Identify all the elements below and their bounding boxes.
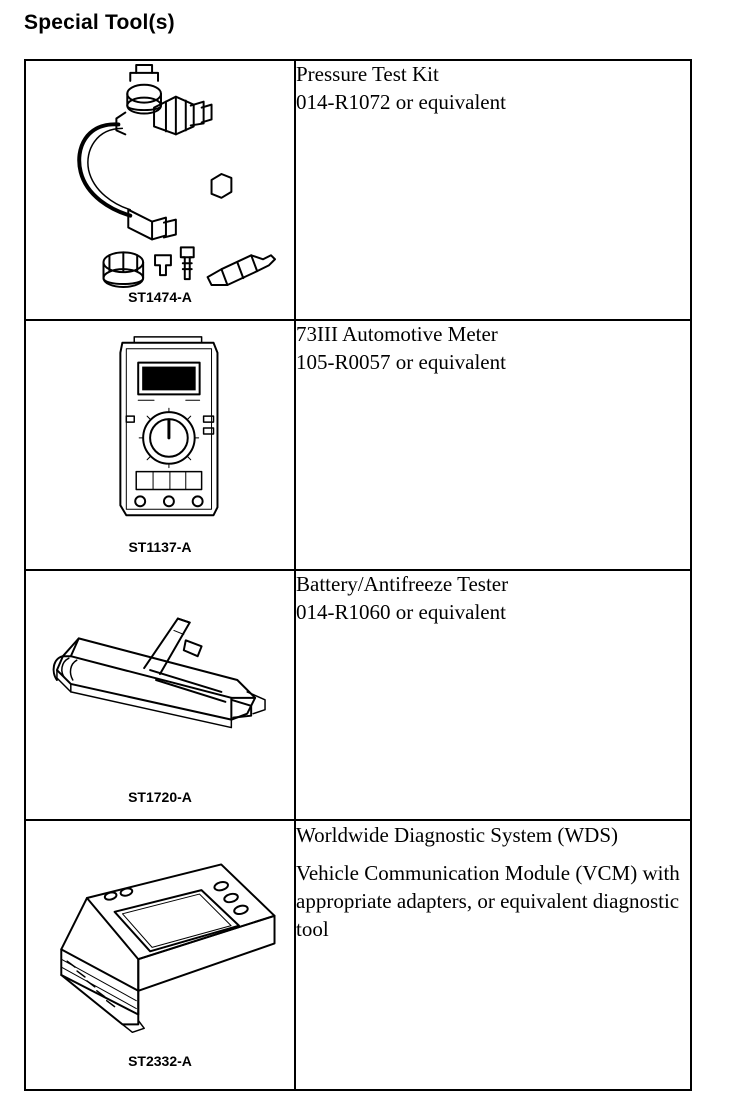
tool-description-line: Battery/Antifreeze Tester [296, 572, 509, 596]
battery-antifreeze-tester-illustration [26, 571, 294, 819]
tool-description-paragraph: Vehicle Communication Module (VCM) with appropriate adapters, or equivalent diagnostic tool [296, 861, 680, 942]
tool-description-line: 014-R1072 or equivalent [296, 89, 506, 114]
table-row [25, 570, 691, 820]
tool-image-cell [25, 820, 295, 1090]
tool-image-cell [25, 570, 295, 820]
tool-caption: ST1720-A [128, 789, 192, 805]
tool-description-cell [295, 60, 691, 320]
tool-description-line: 73III Automotive Meter [296, 322, 498, 346]
worldwide-diagnostic-system-illustration [26, 821, 294, 1089]
table-row [25, 60, 691, 320]
tool-description-line: 014-R1060 or equivalent [296, 599, 506, 624]
tool-description-cell [295, 320, 691, 570]
tool-caption: ST1137-A [128, 539, 192, 555]
tool-description-cell [295, 820, 691, 1090]
special-tools-page [0, 12, 736, 1112]
digital-multimeter-illustration [26, 321, 294, 569]
pressure-test-kit-illustration [26, 61, 294, 319]
table-row [25, 320, 691, 570]
tool-caption: ST2332-A [128, 1053, 192, 1069]
page-title: Special Tool(s) [24, 11, 175, 34]
special-tools-table [24, 59, 692, 1091]
tool-image-cell [25, 320, 295, 570]
tool-image-cell [25, 60, 295, 320]
tool-description-line: Pressure Test Kit [296, 62, 439, 86]
tool-description-line: 105-R0057 or equivalent [296, 349, 506, 374]
tool-description-cell [295, 570, 691, 820]
table-row [25, 820, 691, 1090]
tool-description-paragraph: Worldwide Diagnostic System (WDS) [296, 823, 619, 847]
tool-caption: ST1474-A [128, 289, 192, 305]
